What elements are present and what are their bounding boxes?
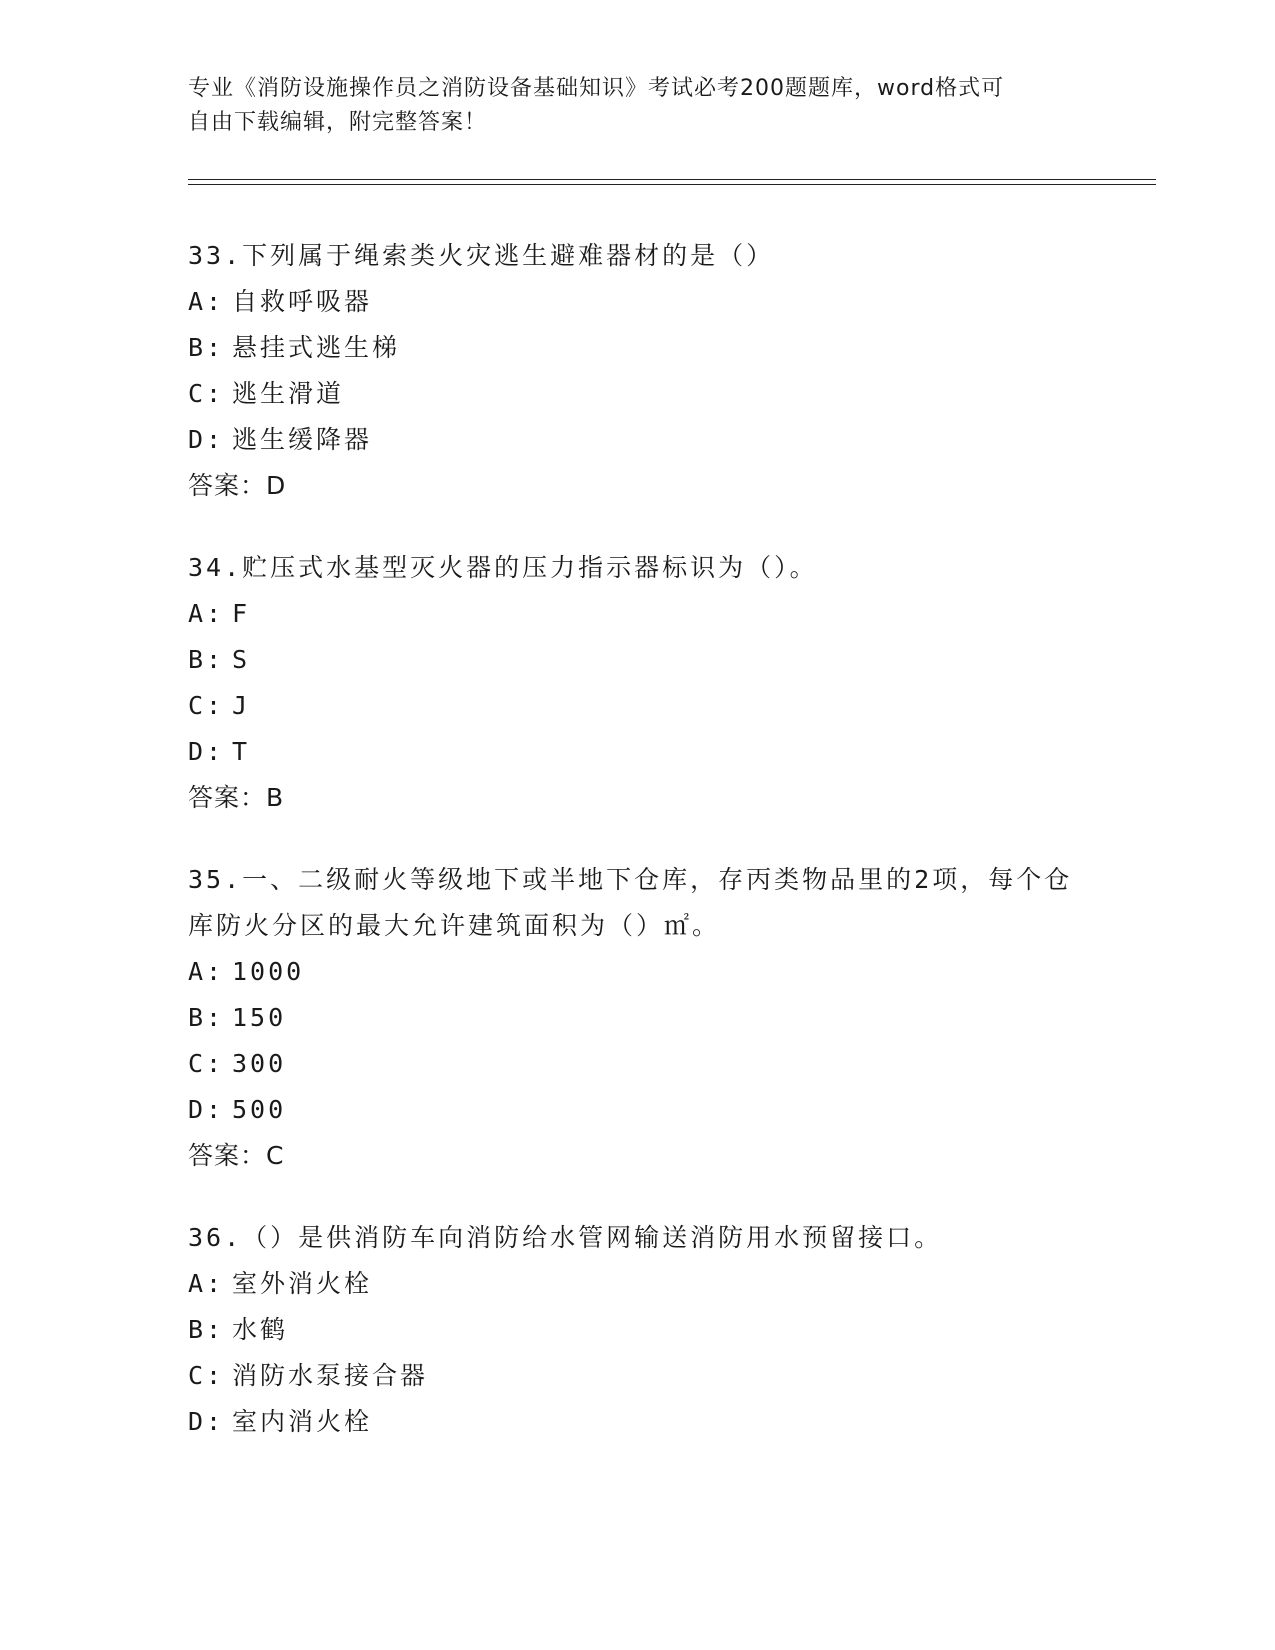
option-a	[188, 1261, 1088, 1307]
option-b	[188, 325, 1088, 371]
option-text: 水鹤	[232, 1315, 289, 1344]
question-stem: 33.下列属于绳索类火灾逃生避难器材的是（）	[188, 241, 775, 270]
question-35	[188, 857, 1088, 1179]
option-c	[188, 683, 1088, 729]
question-34	[188, 545, 1088, 821]
option-letter: C:	[188, 1361, 225, 1390]
option-letter: A:	[188, 1269, 225, 1298]
header-rule-bottom	[188, 184, 1156, 185]
document-header	[188, 72, 1068, 140]
option-letter: A:	[188, 287, 225, 316]
option-letter: B:	[188, 1315, 225, 1344]
option-letter: C:	[188, 379, 225, 408]
option-text: 悬挂式逃生梯	[232, 333, 401, 362]
option-a	[188, 949, 1088, 995]
option-letter: A:	[188, 599, 225, 628]
option-a	[188, 279, 1088, 325]
option-text: 500	[232, 1095, 287, 1124]
option-letter: B:	[188, 333, 225, 362]
option-b	[188, 995, 1088, 1041]
question-stem: 34.贮压式水基型灭火器的压力指示器标识为（）。	[188, 553, 818, 582]
header-rule-top	[188, 179, 1156, 180]
option-d	[188, 1399, 1088, 1445]
option-text: 室外消火栓	[232, 1269, 373, 1298]
question-36	[188, 1215, 1088, 1445]
option-d	[188, 417, 1088, 463]
question-stem: 35.一、二级耐火等级地下或半地下仓库，存丙类物品里的2项，每个仓库防火分区的最大允许建筑面积为（）㎡。	[188, 865, 1073, 940]
answer: 答案：B	[188, 783, 285, 812]
option-b	[188, 1307, 1088, 1353]
option-c	[188, 371, 1088, 417]
option-b	[188, 637, 1088, 683]
option-c	[188, 1041, 1088, 1087]
option-letter: C:	[188, 1049, 225, 1078]
option-letter: B:	[188, 645, 225, 674]
option-letter: D:	[188, 425, 225, 454]
option-letter: A:	[188, 957, 225, 986]
header-line-1: 专业《消防设施操作员之消防设备基础知识》考试必考200题题库，word格式可	[188, 76, 1005, 101]
option-text: 150	[232, 1003, 287, 1032]
option-text: 1000	[232, 957, 305, 986]
question-stem: 36.（）是供消防车向消防给水管网输送消防用水预留接口。	[188, 1223, 943, 1252]
option-letter: C:	[188, 691, 225, 720]
option-c	[188, 1353, 1088, 1399]
option-text: 自救呼吸器	[232, 287, 373, 316]
option-d	[188, 1087, 1088, 1133]
option-text: 消防水泵接合器	[232, 1361, 429, 1390]
answer: 答案：C	[188, 1141, 285, 1170]
question-33	[188, 233, 1088, 509]
option-text: 逃生缓降器	[232, 425, 373, 454]
option-a	[188, 591, 1088, 637]
option-text: 逃生滑道	[232, 379, 345, 408]
question-list	[188, 233, 1088, 1481]
option-text: 300	[232, 1049, 287, 1078]
header-line-2: 自由下载编辑，附完整答案！	[188, 110, 488, 135]
option-text: 室内消火栓	[232, 1407, 373, 1436]
option-letter: D:	[188, 737, 225, 766]
option-text: F	[232, 599, 251, 628]
option-letter: D:	[188, 1407, 225, 1436]
option-letter: B:	[188, 1003, 225, 1032]
answer: 答案：D	[188, 471, 287, 500]
option-text: J	[232, 691, 251, 720]
option-text: T	[232, 737, 251, 766]
option-letter: D:	[188, 1095, 225, 1124]
option-text: S	[232, 645, 251, 674]
option-d	[188, 729, 1088, 775]
